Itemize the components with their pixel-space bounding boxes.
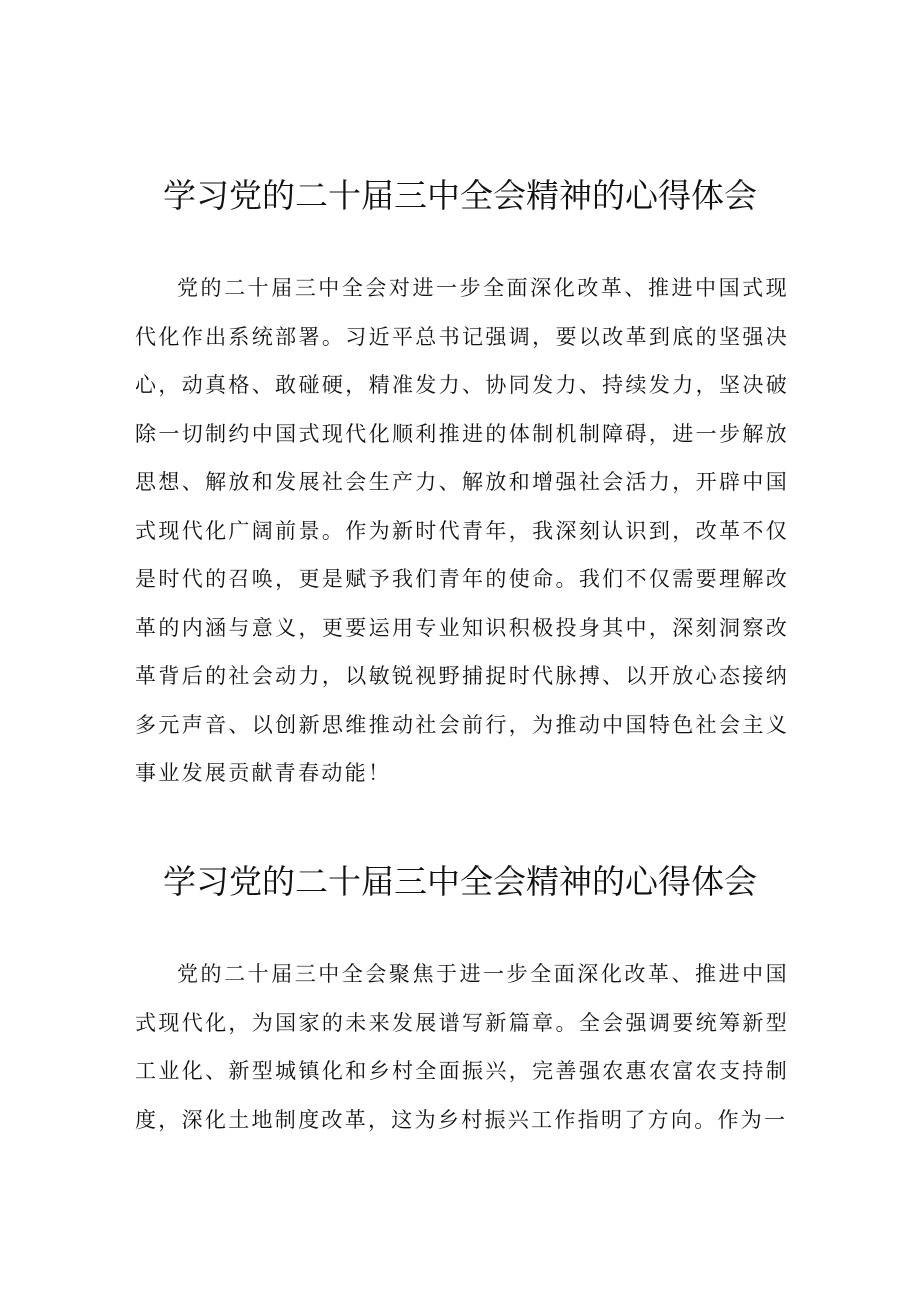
section-paragraph: 党的二十届三中全会对进一步全面深化改革、推进中国式现代化作出系统部署。习近平总书记强调，要以改革到底的坚强决心，动真格、敢碰硬，精准发力、协同发力、持续发力，坚决破除一切制约中国式现代化顺利推进的体制机制障碍，进一步解放思想、解放和发展社会生产力、解放和增强社会活力，开辟中国式现代化广阔前景。作为新时代青年，我深刻认识到，改革不仅是时代的召唤，更是赋予我们青年的使命。我们不仅需要理解改革的内涵与意义，更要运用专业知识积极投身其中，深刻洞察改革背后的社会动力，以敏锐视野捕捉时代脉搏、以开放心态接纳多元声音、以创新思维推动社会前行，为推动中国特色社会主义事业发展贡献青春动能！: [135, 276, 789, 785]
section-paragraph: 党的二十届三中全会聚焦于进一步全面深化改革、推进中国式现代化，为国家的未来发展谱写新篇章。全会强调要统筹新型工业化、新型城镇化和乡村全面振兴，完善强农惠农富农支持制度，深化土地制度改革，这为乡村振兴工作指明了方向。作为一: [135, 962, 789, 1132]
section-title: 学习党的二十届三中全会精神的心得体会: [163, 176, 757, 215]
section-title: 学习党的二十届三中全会精神的心得体会: [163, 862, 757, 901]
